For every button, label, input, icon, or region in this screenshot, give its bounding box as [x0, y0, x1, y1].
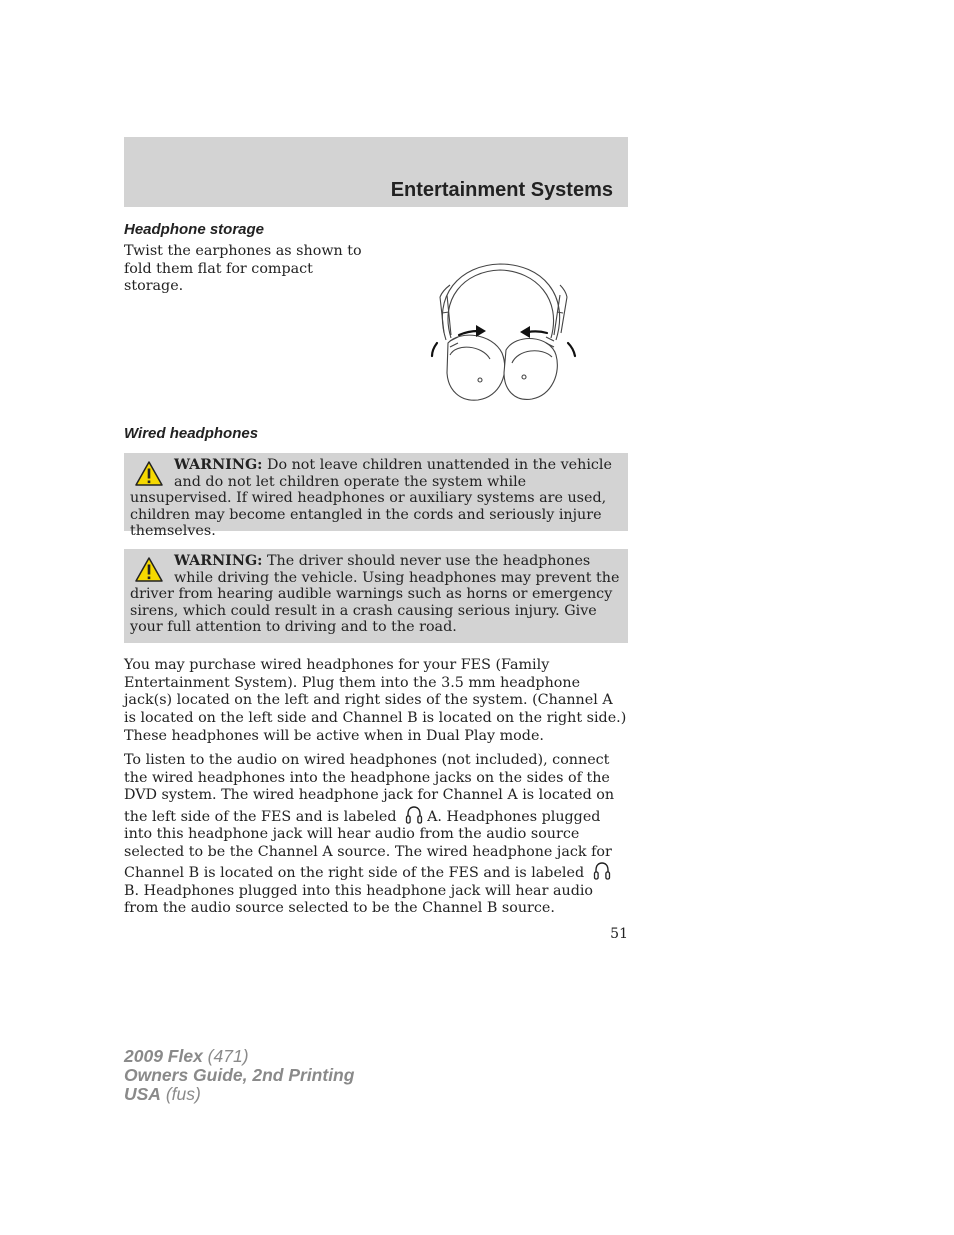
headphone-jack-icon [592, 861, 612, 881]
headphone-storage-heading: Headphone storage [124, 221, 265, 238]
section-title: Entertainment Systems [390, 179, 613, 201]
warning-box-driver [124, 549, 628, 643]
paragraph-text: B. Headphones plugged into this headphone jack will hear audio from the audio source selected to be the Channel B source. [124, 882, 594, 916]
footer-line-market: USA (fus) [124, 1084, 201, 1104]
warning-triangle-icon [134, 556, 164, 583]
footer-line-model: 2009 Flex (471) [124, 1046, 249, 1066]
page-number: 51 [610, 926, 628, 942]
headphone-storage-text: Twist the earphones as shown to fold them flat for compact storage. [124, 243, 362, 294]
paragraph-text: A. Headphones plugged into this headphone jack will hear audio from the audio source selected to be the Channel A source. The wired headphone jack for Channel B is located on the right side of the FES and is labeled [124, 808, 612, 881]
warning-label: WARNING: [174, 457, 263, 473]
wired-headphones-heading: Wired headphones [124, 425, 259, 442]
wired-headphones-paragraph-1: You may purchase wired headphones for your FES (Family Entertainment System). Plug them into the 3.5 mm headphone jack(s) located on the left and right sides of the system. (Channel A is located on the left side and Channel B is located on the right side.) These headphones will be active when in Dual Play mode. [124, 657, 627, 744]
wired-headphones-paragraph-2 [124, 752, 628, 918]
warning-triangle-icon [134, 460, 164, 487]
warning-text: Do not leave children unattended in the vehicle and do not let children operate the system while unsupervised. If wired headphones or auxiliary systems are used, children may become entangled in the cords and seriously injure themselves. [130, 457, 612, 539]
warning-text: The driver should never use the headphones while driving the vehicle. Using headphones may prevent the driver from hearing audible warnings such as horns or emergency sirens, which could result in a crash causing serious injury. Give your full attention to driving and to the road. [130, 553, 620, 635]
headphones-illustration [420, 255, 585, 405]
section-header-bar [124, 137, 628, 207]
paragraph-text: To listen to the audio on wired headphones (not included), connect the wired headphones into the headphone jacks on the sides of the DVD system. The wired headphone jack for Channel A is located on the left side of the FES and is labeled [124, 752, 615, 825]
warning-label: WARNING: [174, 553, 263, 569]
footer-publication-info [124, 1047, 354, 1104]
footer-line-guide: Owners Guide, 2nd Printing [124, 1065, 355, 1085]
warning-box-children [124, 453, 628, 539]
headphone-jack-icon [404, 805, 424, 825]
